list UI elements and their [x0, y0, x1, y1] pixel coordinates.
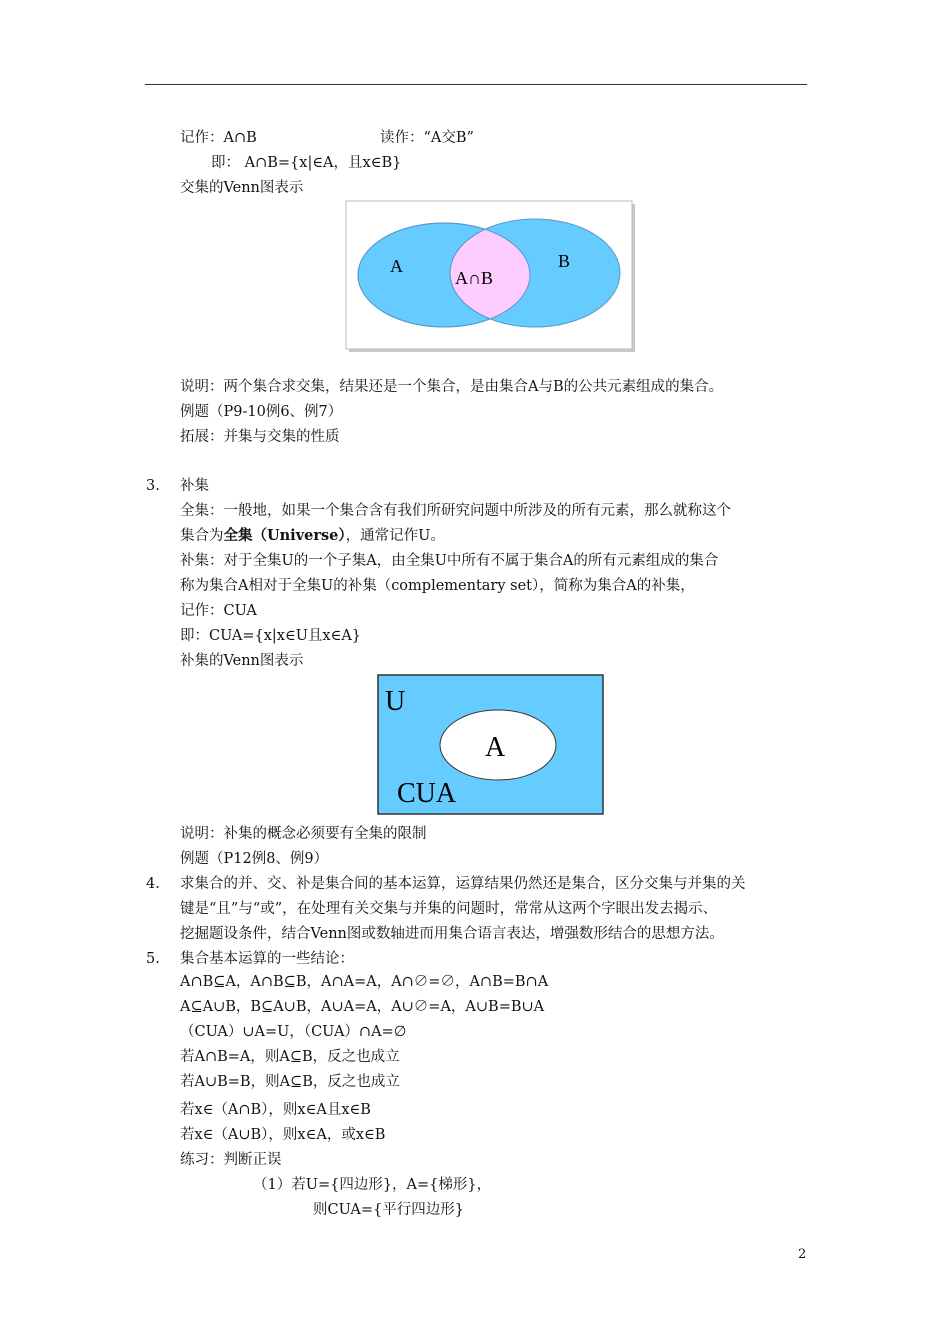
set-a-label: A [390, 256, 403, 276]
explanation-line: 说明：两个集合求交集，结果还是一个集合，是由集合A与B的公共元素组成的集合。 [180, 379, 724, 395]
example-line: 例题（P9-10例6、例7） [180, 404, 343, 420]
conclusion-member-union: 若x∈（A∪B），则x∈A，或x∈B [180, 1127, 386, 1143]
universe-term: 全集（Universe） [223, 527, 346, 544]
operations-line-2: 键是“且”与“或”，在处理有关交集与并集的问题时，常常从这两个字眼出发去揭示、 [180, 901, 718, 917]
header-rule [145, 84, 807, 85]
complement-note-line: 说明：补集的概念必须要有全集的限制 [180, 826, 427, 842]
conclusion-complement: （CUA）∪A=U，（CUA）∩A=∅ [180, 1024, 407, 1040]
text-segment: ，通常记作U。 [345, 528, 445, 544]
exercise-item-1-answer: 则CUA={平行四边形} [313, 1202, 464, 1218]
item-number-4: 4. [146, 876, 160, 892]
complement-notation-line: 记作：CUA [180, 603, 257, 619]
operations-line-1: 求集合的并、交、补是集合间的基本运算，运算结果仍然还是集合，区分交集与并集的关 [180, 876, 746, 892]
universe-definition-line-2 [180, 526, 445, 546]
complement-label: CUA [397, 778, 457, 809]
complement-definition-line: 补集：对于全集U的一个子集A，由全集U中所有不属于集合A的所有元素组成的集合 [180, 553, 719, 569]
set-b-label: B [558, 251, 571, 271]
extension-line: 拓展：并集与交集的性质 [180, 429, 340, 445]
conclusion-subset-union: 若A∪B=B，则A⊆B，反之也成立 [180, 1074, 400, 1090]
text-segment: 集合为 [180, 528, 224, 544]
conclusion-union: A⊆A∪B，B⊆A∪B，A∪A=A，A∪∅=A，A∪B=B∪A [180, 999, 545, 1015]
exercise-item-1: （1）若U={四边形}，A={梯形}， [253, 1177, 492, 1193]
complement-definition-line-2: 称为集合A相对于全集U的补集（complementary set），简称为集合A的补集， [180, 578, 695, 594]
item-number-3: 3. [146, 478, 160, 494]
definition-line: 即： A∩B={x|∈A，且x∈B} [211, 155, 402, 171]
complement-venn-caption: 补集的Venn图表示 [180, 653, 304, 669]
page-number: 2 [798, 1247, 807, 1262]
intersection-label: A∩B [455, 268, 494, 288]
complement-venn-diagram [377, 674, 605, 816]
section-title-complement: 补集 [180, 478, 209, 494]
notation-line: 记作：A∩B [180, 130, 257, 146]
operations-line-3: 挖掘题设条件，结合Venn图或数轴进而用集合语言表达，增强数形结合的思想方法。 [180, 926, 724, 942]
universe-label: U [385, 686, 406, 717]
reading-line: 读作：“A交B” [380, 130, 474, 146]
item-number-5: 5. [146, 951, 160, 967]
conclusion-intersection: A∩B⊆A，A∩B⊆B，A∩A=A，A∩∅=∅，A∩B=B∩A [180, 974, 549, 990]
exercise-title: 练习：判断正误 [180, 1152, 282, 1168]
universe-definition-line: 全集：一般地，如果一个集合含有我们所研究问题中所涉及的所有元素，那么就称这个 [180, 503, 731, 519]
intersection-venn-diagram [345, 200, 637, 354]
conclusion-subset-intersection: 若A∩B=A，则A⊆B，反之也成立 [180, 1049, 400, 1065]
complement-formula-line: 即：CUA={x|x∈U且x∈A} [180, 628, 362, 644]
venn-caption: 交集的Venn图表示 [180, 180, 304, 196]
conclusion-member-intersection: 若x∈（A∩B），则x∈A且x∈B [180, 1102, 371, 1118]
conclusions-title: 集合基本运算的一些结论： [180, 951, 354, 967]
set-a-label: A [485, 732, 506, 763]
complement-example-line: 例题（P12例8、例9） [180, 851, 329, 867]
